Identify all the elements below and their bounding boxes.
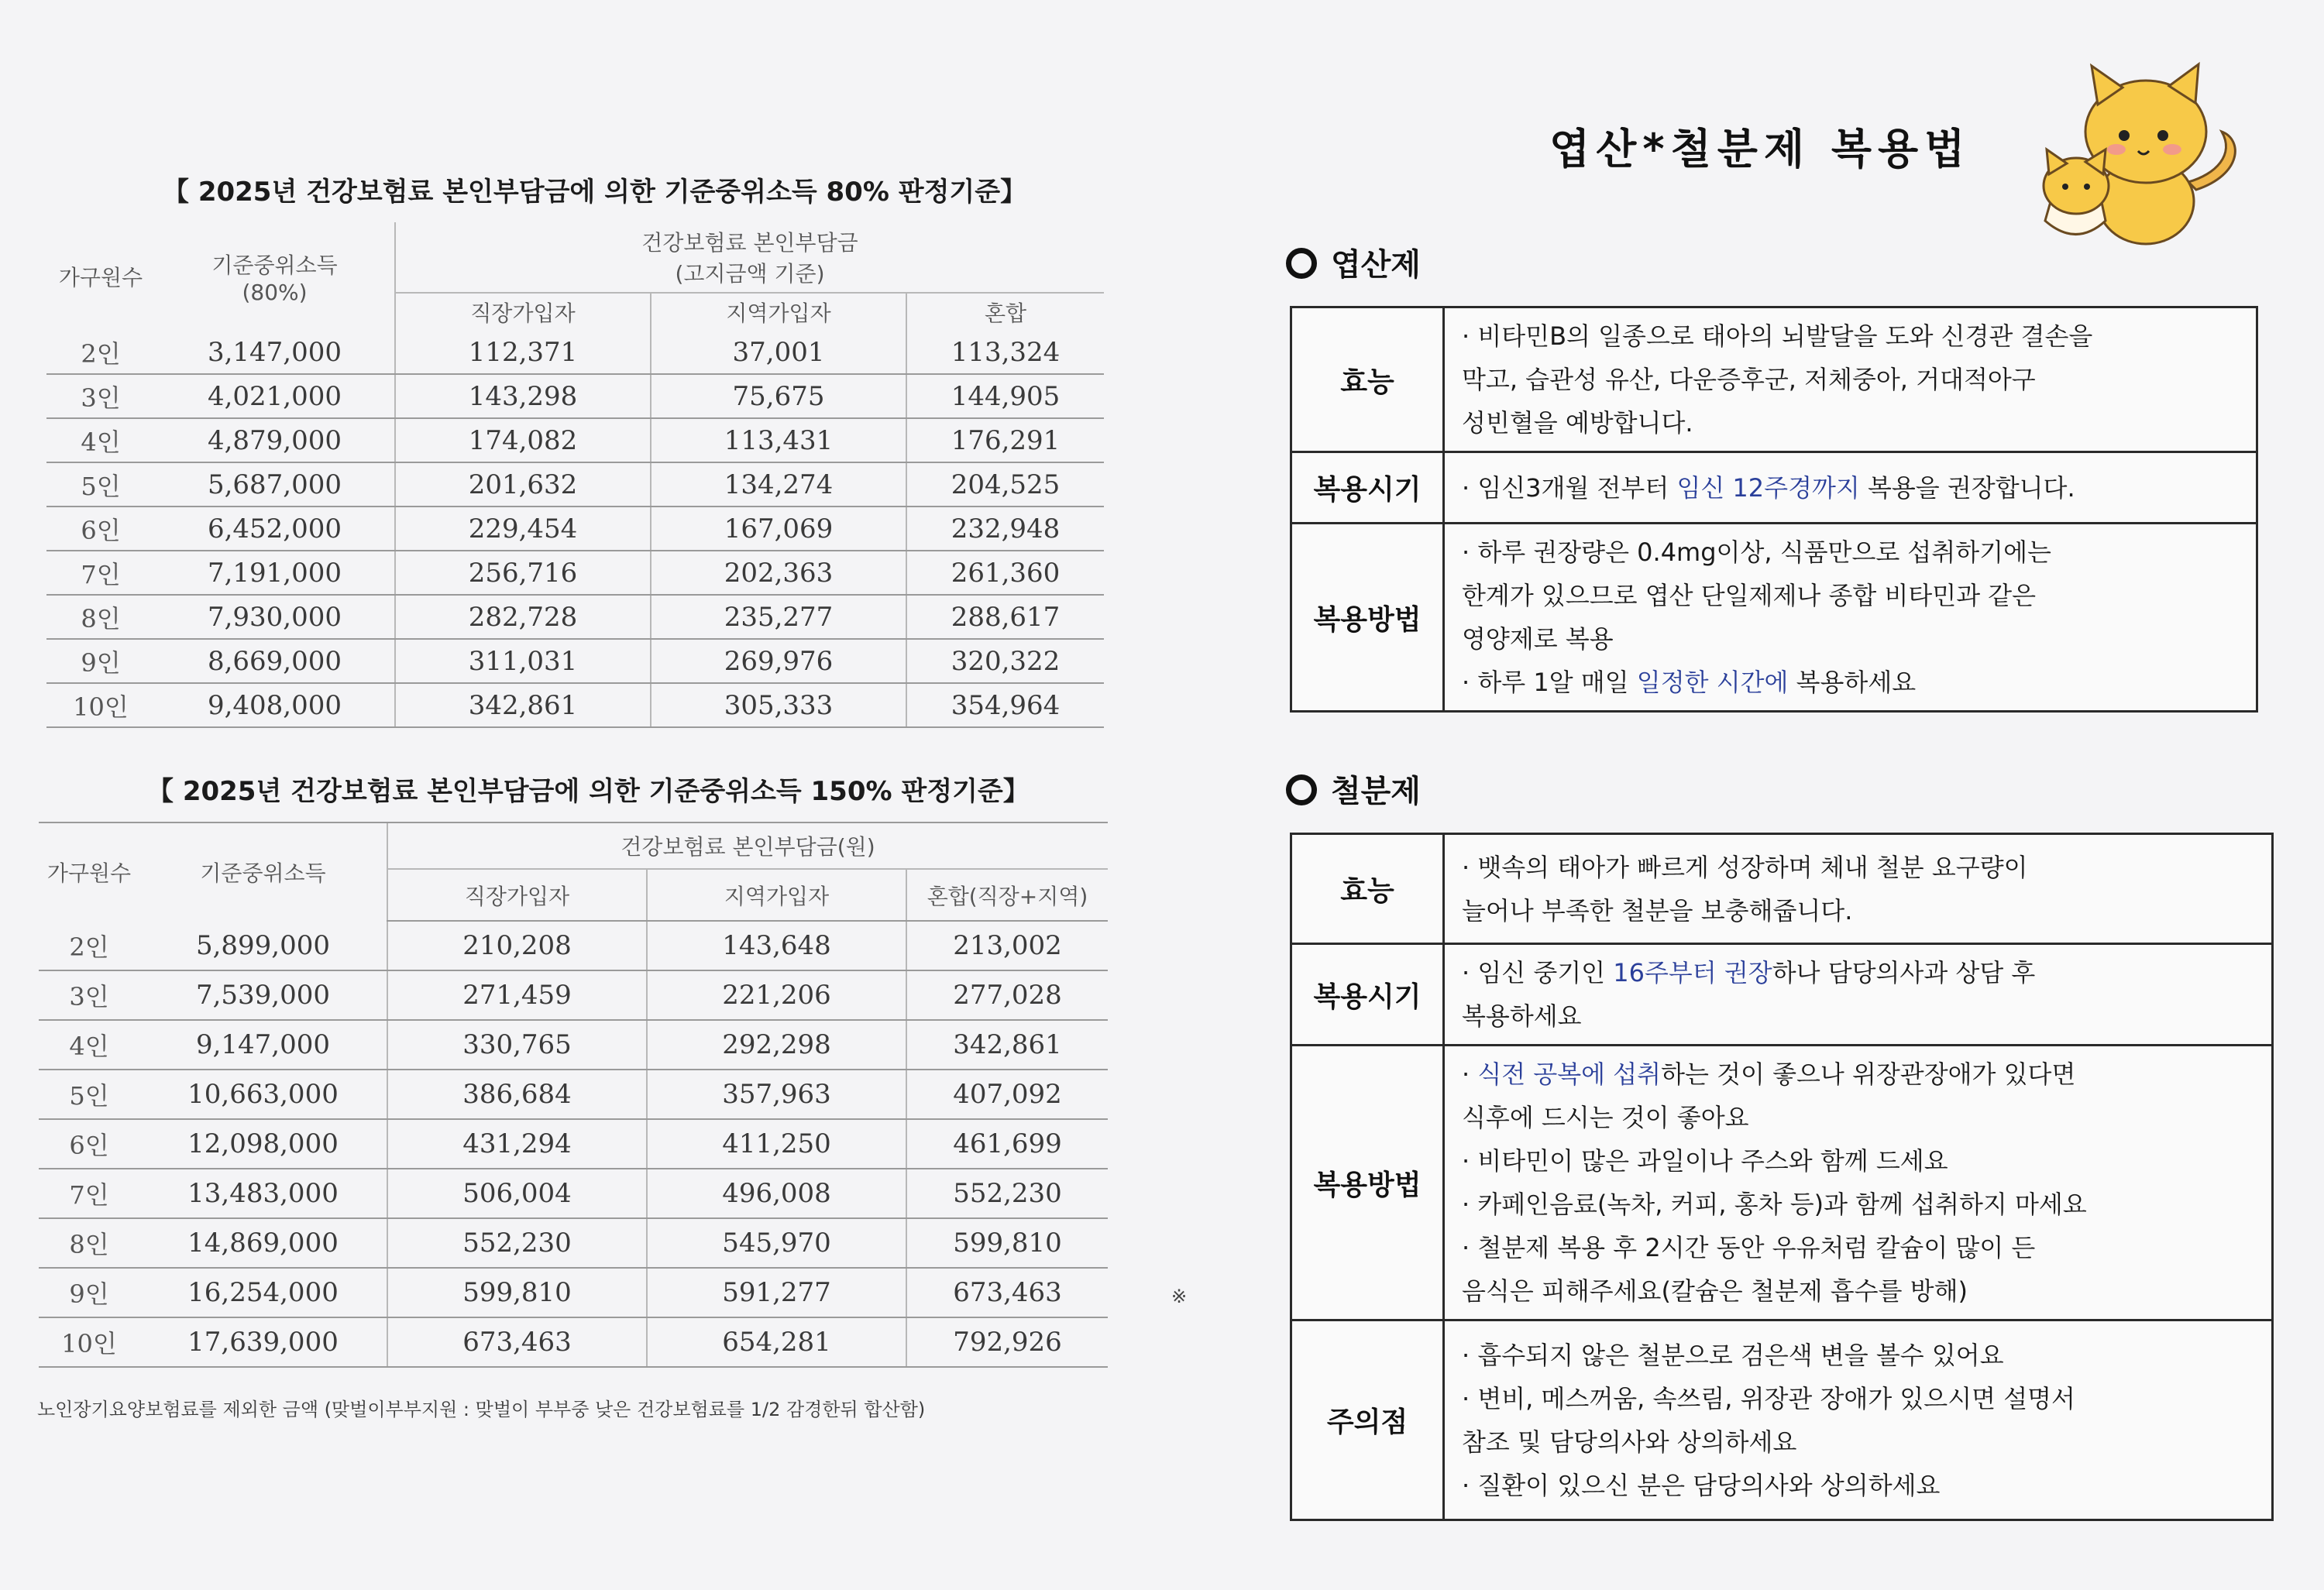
header-median-income: 기준중위소득 bbox=[139, 822, 387, 921]
workplace-cell: 229,454 bbox=[395, 507, 651, 551]
workplace-cell: 311,031 bbox=[395, 639, 651, 683]
table-row bbox=[39, 970, 1108, 1020]
regional-cell: 545,970 bbox=[647, 1218, 906, 1268]
workplace-cell: 201,632 bbox=[395, 462, 651, 507]
workplace-cell: 673,463 bbox=[387, 1317, 647, 1367]
table-row bbox=[46, 374, 1104, 418]
iron-method-text: · 식전 공복에 섭취하는 것이 좋으나 위장관장애가 있다면 식후에 드시는 것이 좋아요 · 비타민이 많은 과일이나 주스와 함께 드세요 · 카페인음료(녹차, 커피, 홍차 등)과 함께 섭취하지 마세요 · 철분제 복용 후 2시간 동안 우유처럼 칼슘이 많이 든 음식은 피해주세요(칼슘은 철분제 흡수를 방해) bbox=[1444, 1046, 2273, 1320]
mixed-cell: 277,028 bbox=[906, 970, 1108, 1020]
header-workplace: 직장가입자 bbox=[387, 869, 647, 921]
iron-effect-label: 효능 bbox=[1291, 834, 1444, 944]
footnote: 노인장기요양보험료를 제외한 금액 (맞벌이부부지원 : 맞벌이 부부중 낮은 건강보험료를 1/2 감경한뒤 합산함) bbox=[37, 1399, 926, 1420]
median-income-cell: 17,639,000 bbox=[139, 1317, 387, 1367]
iron-method-label: 복용방법 bbox=[1291, 1046, 1444, 1320]
household-cell: 8인 bbox=[39, 1218, 139, 1268]
workplace-cell: 271,459 bbox=[387, 970, 647, 1020]
regional-cell: 292,298 bbox=[647, 1020, 906, 1070]
household-cell: 9인 bbox=[39, 1268, 139, 1317]
household-cell: 5인 bbox=[46, 462, 155, 507]
workplace-cell: 386,684 bbox=[387, 1070, 647, 1119]
folic-timing-label: 복용시기 bbox=[1291, 452, 1444, 524]
table-row bbox=[46, 507, 1104, 551]
mixed-cell: 461,699 bbox=[906, 1119, 1108, 1169]
regional-cell: 305,333 bbox=[651, 683, 906, 727]
table-row bbox=[39, 1218, 1108, 1268]
household-cell: 4인 bbox=[39, 1020, 139, 1070]
workplace-cell: 174,082 bbox=[395, 418, 651, 462]
median-income-cell: 9,147,000 bbox=[139, 1020, 387, 1070]
regional-cell: 221,206 bbox=[647, 970, 906, 1020]
mixed-cell: 113,324 bbox=[906, 331, 1104, 374]
median-income-cell: 3,147,000 bbox=[155, 331, 395, 374]
mixed-cell: 204,525 bbox=[906, 462, 1104, 507]
regional-cell: 143,648 bbox=[647, 921, 906, 970]
household-cell: 3인 bbox=[39, 970, 139, 1020]
household-cell: 3인 bbox=[46, 374, 155, 418]
median-income-cell: 9,408,000 bbox=[155, 683, 395, 727]
household-cell: 10인 bbox=[39, 1317, 139, 1367]
mixed-cell: 232,948 bbox=[906, 507, 1104, 551]
household-cell: 7인 bbox=[39, 1169, 139, 1218]
mixed-cell: 673,463 bbox=[906, 1268, 1108, 1317]
table-row bbox=[46, 683, 1104, 727]
circle-bullet-icon bbox=[1286, 248, 1317, 279]
workplace-cell: 282,728 bbox=[395, 595, 651, 639]
table-row bbox=[46, 551, 1104, 595]
median-income-cell: 7,930,000 bbox=[155, 595, 395, 639]
table2-title: 【 2025년 건강보험료 본인부담금에 의한 기준중위소득 150% 판정기준】 bbox=[147, 776, 1030, 807]
workplace-cell: 330,765 bbox=[387, 1020, 647, 1070]
header-regional: 지역가입자 bbox=[647, 869, 906, 921]
household-cell: 7인 bbox=[46, 551, 155, 595]
median-income-cell: 8,669,000 bbox=[155, 639, 395, 683]
header-median-income: 기준중위소득 (80%) bbox=[211, 252, 338, 305]
median-income-cell: 14,869,000 bbox=[139, 1218, 387, 1268]
median-income-cell: 7,191,000 bbox=[155, 551, 395, 595]
iron-table bbox=[1290, 833, 2274, 1521]
regional-cell: 235,277 bbox=[651, 595, 906, 639]
household-cell: 4인 bbox=[46, 418, 155, 462]
header-premium: 건강보험료 본인부담금 (고지금액 기준) bbox=[395, 222, 1104, 293]
household-cell: 8인 bbox=[46, 595, 155, 639]
median-income-cell: 7,539,000 bbox=[139, 970, 387, 1020]
income-tables bbox=[46, 170, 1193, 1368]
iron-caution-text: · 흡수되지 않은 철분으로 검은색 변을 볼수 있어요 · 변비, 메스꺼움, 속쓰림, 위장관 장애가 있으시면 설명서 참조 및 담당의사와 상의하세요 · 질환이 있으신 분은 담당의사와 상의하세요 bbox=[1444, 1320, 2273, 1520]
folic-method-label: 복용방법 bbox=[1291, 524, 1444, 712]
table-row bbox=[39, 1268, 1108, 1317]
table-row bbox=[46, 418, 1104, 462]
header-household: 가구원수 bbox=[58, 265, 143, 290]
note-mark: ※ bbox=[1171, 1286, 1188, 1307]
table-row bbox=[39, 1070, 1108, 1119]
household-cell: 6인 bbox=[46, 507, 155, 551]
mixed-cell: 792,926 bbox=[906, 1317, 1108, 1367]
median-income-cell: 4,879,000 bbox=[155, 418, 395, 462]
folic-acid-table bbox=[1290, 306, 2258, 713]
table-row bbox=[39, 921, 1108, 970]
workplace-cell: 342,861 bbox=[395, 683, 651, 727]
table-row bbox=[46, 462, 1104, 507]
table-row bbox=[46, 639, 1104, 683]
folic-effect-text: · 비타민B의 일종으로 태아의 뇌발달을 도와 신경관 결손을 막고, 습관성 유산, 다운증후군, 저체중아, 거대적아구 성빈혈을 예방합니다. bbox=[1444, 307, 2257, 452]
workplace-cell: 431,294 bbox=[387, 1119, 647, 1169]
folic-section-heading: 엽산제 bbox=[1286, 240, 1421, 284]
iron-timing-text: · 임신 중기인 16주부터 권장하나 담당의사과 상담 후 복용하세요 bbox=[1444, 944, 2273, 1046]
mixed-cell: 261,360 bbox=[906, 551, 1104, 595]
mixed-cell: 320,322 bbox=[906, 639, 1104, 683]
table-row bbox=[39, 1119, 1108, 1169]
mixed-cell: 354,964 bbox=[906, 683, 1104, 727]
folic-method-text: · 하루 권장량은 0.4mg이상, 식품만으로 섭취하기에는 한계가 있으므로 엽산 단일제제나 종합 비타민과 같은 영양제로 복용 · 하루 1알 매일 일정한 시간에 복용하세요 bbox=[1444, 524, 2257, 712]
folic-timing-text: · 임신3개월 전부터 임신 12주경까지 복용을 권장합니다. bbox=[1444, 452, 2257, 524]
workplace-cell: 112,371 bbox=[395, 331, 651, 374]
workplace-cell: 210,208 bbox=[387, 921, 647, 970]
income-table-150 bbox=[39, 822, 1108, 1368]
median-income-cell: 6,452,000 bbox=[155, 507, 395, 551]
regional-cell: 37,001 bbox=[651, 331, 906, 374]
table-row bbox=[39, 1317, 1108, 1367]
regional-cell: 496,008 bbox=[647, 1169, 906, 1218]
median-income-cell: 10,663,000 bbox=[139, 1070, 387, 1119]
header-workplace: 직장가입자 bbox=[395, 293, 651, 331]
folic-effect-label: 효능 bbox=[1291, 307, 1444, 452]
income-table-80 bbox=[46, 222, 1104, 728]
regional-cell: 134,274 bbox=[651, 462, 906, 507]
table-row bbox=[46, 595, 1104, 639]
workplace-cell: 256,716 bbox=[395, 551, 651, 595]
household-cell: 9인 bbox=[46, 639, 155, 683]
household-cell: 2인 bbox=[46, 331, 155, 374]
circle-bullet-icon bbox=[1286, 774, 1317, 805]
median-income-cell: 12,098,000 bbox=[139, 1119, 387, 1169]
median-income-cell: 16,254,000 bbox=[139, 1268, 387, 1317]
regional-cell: 357,963 bbox=[647, 1070, 906, 1119]
regional-cell: 411,250 bbox=[647, 1119, 906, 1169]
table-row bbox=[46, 331, 1104, 374]
mascot-illustration bbox=[2030, 58, 2247, 252]
regional-cell: 113,431 bbox=[651, 418, 906, 462]
workplace-cell: 552,230 bbox=[387, 1218, 647, 1268]
iron-section-heading: 철분제 bbox=[1286, 767, 1421, 811]
median-income-cell: 5,687,000 bbox=[155, 462, 395, 507]
table1-title: 【 2025년 건강보험료 본인부담금에 의한 기준중위소득 80% 판정기준】 bbox=[163, 177, 1027, 208]
mixed-cell: 407,092 bbox=[906, 1070, 1108, 1119]
mixed-cell: 288,617 bbox=[906, 595, 1104, 639]
mixed-cell: 342,861 bbox=[906, 1020, 1108, 1070]
household-cell: 10인 bbox=[46, 683, 155, 727]
workplace-cell: 506,004 bbox=[387, 1169, 647, 1218]
household-cell: 5인 bbox=[39, 1070, 139, 1119]
median-income-cell: 13,483,000 bbox=[139, 1169, 387, 1218]
iron-caution-label: 주의점 bbox=[1291, 1320, 1444, 1520]
household-cell: 2인 bbox=[39, 921, 139, 970]
mixed-cell: 176,291 bbox=[906, 418, 1104, 462]
household-cell: 6인 bbox=[39, 1119, 139, 1169]
workplace-cell: 599,810 bbox=[387, 1268, 647, 1317]
workplace-cell: 143,298 bbox=[395, 374, 651, 418]
header-mixed: 혼합(직장+지역) bbox=[906, 869, 1108, 921]
header-regional: 지역가입자 bbox=[651, 293, 906, 331]
header-premium: 건강보험료 본인부담금(원) bbox=[387, 822, 1108, 869]
regional-cell: 167,069 bbox=[651, 507, 906, 551]
regional-cell: 591,277 bbox=[647, 1268, 906, 1317]
table-row bbox=[39, 1020, 1108, 1070]
regional-cell: 75,675 bbox=[651, 374, 906, 418]
regional-cell: 654,281 bbox=[647, 1317, 906, 1367]
header-household: 가구원수 bbox=[39, 822, 139, 921]
mixed-cell: 599,810 bbox=[906, 1218, 1108, 1268]
iron-timing-label: 복용시기 bbox=[1291, 944, 1444, 1046]
mixed-cell: 552,230 bbox=[906, 1169, 1108, 1218]
median-income-cell: 4,021,000 bbox=[155, 374, 395, 418]
table-row bbox=[39, 1169, 1108, 1218]
median-income-cell: 5,899,000 bbox=[139, 921, 387, 970]
guide-title: 엽산*철분제 복용법 bbox=[1549, 125, 1972, 173]
mixed-cell: 144,905 bbox=[906, 374, 1104, 418]
iron-effect-text: · 뱃속의 태아가 빠르게 성장하며 체내 철분 요구량이 늘어나 부족한 철분을 보충해줍니다. bbox=[1444, 834, 2273, 944]
regional-cell: 269,976 bbox=[651, 639, 906, 683]
mixed-cell: 213,002 bbox=[906, 921, 1108, 970]
regional-cell: 202,363 bbox=[651, 551, 906, 595]
header-mixed: 혼합 bbox=[906, 293, 1104, 331]
